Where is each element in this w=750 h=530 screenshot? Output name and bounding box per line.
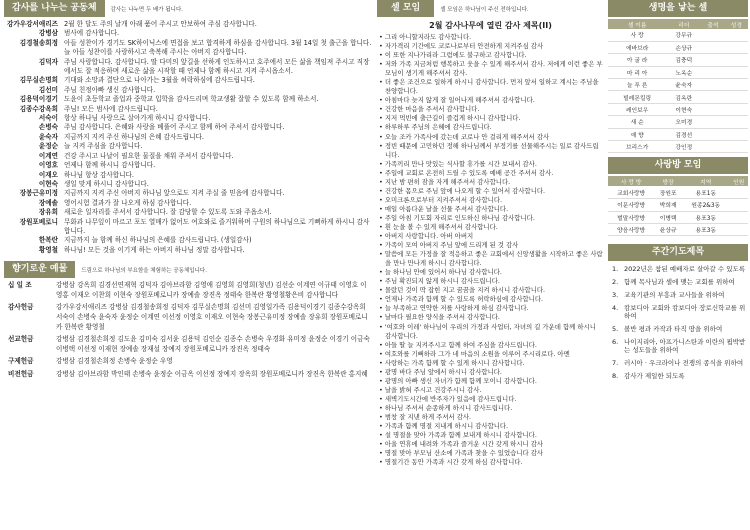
love_room-cell: 용포1동 — [682, 186, 729, 198]
life_cell-cell: 오미경 — [666, 116, 701, 128]
thanks-row — [4, 246, 372, 255]
cell-item-text: 늘 하나님 안에 있어서 하나님 감사합니다. — [384, 268, 502, 277]
thanks-name: 김종수강옥희 — [19, 104, 58, 113]
life_cell-header-cell: 셀 이름 — [608, 19, 666, 29]
middle-column — [377, 0, 604, 530]
thanks-message: 영어시험 결과가 잘 나오게 하심 감사합니다. — [64, 198, 192, 207]
life_cell-cell: 손상규 — [666, 41, 701, 53]
cell-item: • 건강한 몸으로 주님 앞에 나오게 할 수 있어서 감사합니다. — [379, 186, 546, 195]
thanks-name: 김덕자 — [38, 57, 58, 66]
life_cell-cell: 김경선 — [666, 128, 701, 140]
life_cell-cell — [701, 66, 724, 78]
thanks-note: 감사는 나누면 두 배가 됩니다. — [110, 6, 184, 13]
love_room-cell: 윤상규 — [654, 224, 682, 236]
life-cell-header-row — [608, 19, 748, 29]
cell-item: • 범창 잘 지낸 하게 주셔서 감사. — [379, 412, 472, 421]
thanks-name: 윤정순 — [38, 142, 58, 151]
life_cell-cell: 레인보우 — [608, 103, 666, 115]
thanks-name: 서숙이 — [38, 114, 58, 123]
thanks-title: 감사를 나누는 공동체 — [4, 0, 105, 17]
cell-item-text: 자가격리 기간에도 코로나로부터 안전하게 지켜주심 감사 — [384, 42, 544, 51]
life_cell-row — [608, 79, 748, 91]
offering-header — [4, 261, 372, 278]
love_room-cell: 원종2&3동 — [682, 199, 729, 211]
cell-item-text: 명절 맞아 부모님 산소에 가족과 찾을 수 있었습니다 감사 — [384, 449, 544, 458]
thanks-name: 이영호 — [38, 161, 58, 170]
thanks-row — [4, 208, 372, 217]
thanks-row — [4, 189, 372, 198]
thanks-row — [4, 180, 372, 189]
cell-item-text: 여호와를 기뻐하라 그가 네 마음의 소원을 이루어 주시리로다. 아멘 — [384, 349, 570, 358]
love_room-row — [608, 186, 748, 198]
prayer-number: 8. — [612, 371, 619, 380]
thanks-name: 손병숙 — [38, 123, 58, 132]
cell-item-text: 그리 아니할지라도 감사합니다. — [384, 33, 472, 41]
cell-item-text: 오미크론으로부터 지켜주셔서 감사합니다. — [384, 195, 503, 204]
prayer-number: 5. — [612, 324, 619, 333]
life_cell-cell — [725, 91, 748, 103]
thanks-message: 주님! 모든 범사에 감사드립니다. — [64, 104, 158, 113]
offering-row — [4, 303, 372, 332]
life_cell-cell: 이현숙 — [666, 103, 701, 115]
cell-item-text: 오늘 조카 가족사에 갔는데 코로나 안 걸리게 해주셔서 감사 — [384, 132, 550, 141]
cell-item: • 하루하루 주님의 은혜에 감사드립니다. — [379, 123, 492, 132]
life_cell-header-cell: 리더 — [666, 19, 701, 29]
thanks-row — [4, 86, 372, 95]
cell-item-text: 아울 연휴에 내려와 가족과 즐거운 시간 갖게 하시니 감사 — [384, 440, 544, 449]
offering-names: 강병삼 김아브라함 박인태 손병숙 윤정순 이금옥 이선정 장예지 장옥희 장원포베로니카 장진옥 한복란 홍지혜 — [56, 369, 368, 378]
offering-list — [4, 281, 372, 379]
cell-item: • 말씀에 모든 가정을 잘 적응하고 좋은 교회에서 신앙생활을 시작하고 좋은 사람을 만나 만나게 하시니 감사합니다. — [379, 250, 603, 268]
thanks-row — [4, 199, 372, 208]
cell-item-text: 언제나 가족과 함께 할 수 있도록 허락하심에 감사합니다. — [384, 295, 544, 304]
thanks-row — [4, 171, 372, 180]
cell-item: • 새벽기도시간에 반주자가 있음에 감사드립니다. — [379, 394, 517, 403]
cell-item-text: 정빈 때문에 고민하던 정해 하나님께서 부정기를 선물해주시는 일로 감사드립니다. — [384, 141, 599, 159]
thanks-name: 김무실손명희 — [19, 76, 58, 85]
life_cell-cell: 강무규 — [666, 29, 701, 41]
cell-item-text: 가족끼리 만나 맛있는 식사할 휴가를 시간 보내서 감사. — [384, 159, 537, 168]
love_room-header-cell: 인원 — [729, 176, 748, 186]
life_cell-cell: 아 굴 라 — [608, 54, 666, 66]
life_cell-row — [608, 128, 748, 140]
thanks-message: 무화과 나무잎이 마르고 포도 열매가 없어도 여호와로 즐거워하며 구원의 하나님으로 기뻐하게 하시니 감사합니다. — [64, 217, 370, 235]
prayer-item — [612, 359, 748, 368]
life_cell-cell — [725, 79, 748, 91]
cell-item: • 광명 바다 주님 앞에서 하시니 감사합니다. — [379, 367, 502, 376]
thanks-row — [4, 152, 372, 161]
love-room-table — [608, 176, 748, 236]
offering-names: 강병삼 김경철손희정 김도윤 김미숙 김서윤 김용덕 김인순 김종수 손병숙 우경화 유미정 윤정순 이경기 이금숙 이병택 이선정 이재현 장예솔 장재설 장예지 장원포베로니카 장진옥 정태숙 — [56, 335, 370, 353]
thanks-row — [4, 76, 372, 85]
cell-item-text: 광명 바다 주님 앞에서 하시니 감사합니다. — [384, 367, 502, 376]
life_cell-row — [608, 66, 748, 78]
cell-item-text: 늘 부족하고 연약한 저를 사랑하게 하심 감사합니다. — [384, 304, 529, 313]
prayer-list — [608, 265, 748, 380]
cell-item-text: 날마다 필요한 양식을 주셔서 감사합니다. — [384, 313, 500, 322]
thanks-message: 새로운 일자리를 주셔서 감사합니다. 잘 감당할 수 있도록 도와 주옵소서. — [64, 208, 272, 217]
prayer-item — [612, 304, 748, 321]
life_cell-cell — [725, 141, 748, 153]
thanks-row — [4, 39, 372, 58]
love_room-cell — [729, 224, 748, 236]
thanks-row — [4, 218, 372, 237]
cell-item: • 지난 밤 편히 잠을 자게 해주셔서 감사합니다. — [379, 177, 511, 186]
cell-item-text: 광명의 아빠 생신 자녀가 함께 함께 모이니 감사합니다. — [384, 376, 537, 385]
thanks-message: 건강 주시고 나날이 필요한 물질을 채워 주셔서 감사합니다. — [64, 151, 234, 160]
love-room-title: 사랑방 모임 — [608, 157, 748, 174]
life_cell-row — [608, 41, 748, 53]
cell-item: • 설 명절을 맞아 가족과 함께 보내게 하시니 감사합니다. — [379, 431, 537, 440]
thanks-name: 황영철 — [38, 245, 58, 254]
prayer-number: 2. — [612, 278, 619, 287]
thanks-message: 늘 지켜 주심을 감사합니다. — [64, 142, 143, 151]
life_cell-cell — [725, 29, 748, 41]
life_cell-row — [608, 91, 748, 103]
offering-note: 드림으로 하나님의 부요함을 체험하는 공동체입니다. — [81, 267, 207, 274]
cell-item-text: 저와 가족 지금처럼 행복하고 웃을 수 있게 해주셔서 감사. 저에게 이런 좋은 부모님이 생기게 해주셔서 감사. — [384, 60, 603, 78]
cell-item-text: 명절기간 동안 가족과 시간 갖게 하심 감사합니다. — [384, 458, 523, 467]
cell-item-text: 더 좋은 조건으로 일하게 하시니 감사합니다. 먼저 앞서 일하고 계시는 주님을 찬양합니다. — [384, 78, 599, 96]
cell-item-text: 주일 아침 기도회 자리로 인도하신 하나님 감사합니다. — [384, 213, 535, 222]
offering-row — [4, 370, 372, 380]
love_room-header-cell: 사 랑 방 — [608, 176, 654, 186]
cell-item: • 주일 아침 기도회 자리로 인도하신 하나님 감사합니다. — [379, 213, 535, 222]
cell-item: • '여호와 이레' 하나님이 우리의 가정과 사업터, 자녀의 길 가운데 함께 하시니 감사합니다. — [379, 322, 596, 340]
cell-item-text: 건강한 몸으로 주님 앞에 나오게 할 수 있어서 감사합니다. — [384, 186, 546, 195]
thanks-row — [4, 29, 372, 38]
thanks-row — [4, 161, 372, 170]
thanks-message: 주님 친정아빠 생신 감사합니다. — [64, 85, 156, 94]
cell-item-text: 이 또한 지나가리라 그럼에도 불구하고 감사합니다. — [384, 51, 527, 60]
love_room-row — [608, 199, 748, 211]
thanks-message: 주님 사랑합니다. 감사합니다. 딸 다미의 앞길을 선하게 인도하시고 호주에서 모든 삶을 책임져 주시고 직장에서도 잘 적응하며 새로운 삶을 시작할 때 언제나 함께 하시고 지켜 주시옵소서. — [64, 57, 370, 76]
thanks-message: 지금까지 지켜 주신 아버지 하나님 앞으로도 지켜 주실 줄 믿음에 감사합니다. — [64, 189, 285, 198]
life_cell-cell — [725, 103, 748, 115]
prayer-item — [612, 278, 748, 287]
life_cell-cell: 김옥란 — [666, 91, 701, 103]
prayer-item — [612, 338, 748, 355]
life_cell-cell — [701, 116, 724, 128]
offering-category: 십 일 조 — [8, 281, 32, 290]
love_room-cell: 이병택 — [654, 211, 682, 223]
love_room-cell: 교회사랑방 — [608, 186, 654, 198]
cell-item: • 늘 하나님 안에 있어서 하나님 감사합니다. — [379, 268, 502, 277]
thanks-name: 장원포베로니 — [19, 217, 58, 226]
love-room-header-row — [608, 176, 748, 186]
life_cell-cell — [701, 128, 724, 140]
prayer-text: 볼반 평과 카작과 타직 땅을 위하여 — [624, 324, 723, 333]
life_cell-cell: 윤숙자 — [666, 79, 701, 91]
cell-item: • 아침마다 늦지 않게 잘 일어나게 해주셔서 감사합니다. — [379, 96, 535, 105]
life_cell-cell: 사 랑 — [608, 29, 666, 41]
offering-names: 강병삼 강옥희 김경선연재혁 김덕자 김아브라함 김영애 김영희 김영희(청년) 김선순 이계연 이규태 이영호 이영홍 이재오 이찬희 이현숙 장원포베로니카 장예솔 장진옥 정태숙 한복란 황영철황은비 감사합니다 — [56, 281, 367, 299]
cell-item: • 주님 확진되지 않게 하시니 감사드립니다. — [379, 277, 500, 286]
thanks-name: 장봉근유미정 — [19, 189, 58, 198]
prayer-text: 함께 목사님과 셀에 맺는 교회를 위하여 — [624, 278, 735, 287]
life_cell-cell — [701, 29, 724, 41]
life_cell-row — [608, 29, 748, 41]
offering-row — [4, 357, 372, 367]
thanks-message: 2월 한 달도 주의 날개 아래 품어 주시고 안보하여 주심 감사합니다. — [64, 20, 257, 28]
thanks-row — [4, 142, 372, 151]
thanks-name: 이재오 — [38, 170, 58, 179]
thanks-message: 지금까지 지켜 주신 하나님의 은혜 감사드립니다. — [64, 132, 204, 141]
cell-item: • 언제나 가족과 함께 할 수 있도록 허락하심에 감사합니다. — [379, 295, 544, 304]
cell-item: • 여호와를 기뻐하라 그가 네 마음의 소원을 이루어 주시리로다. 아멘 — [379, 349, 570, 358]
love_room-cell: 용포3동 — [682, 224, 729, 236]
thanks-message: 기대와 소망과 결단으로 나아가는 3월을 허락하심에 감사드립니다. — [64, 76, 255, 85]
life_cell-header-cell: 출석 — [701, 19, 724, 29]
cell-item-text: 아들 딸 늘 지켜주시고 함께 하여 주심을 감사드립니다. — [384, 340, 537, 349]
thanks-message: 하나님 항상 감사합니다. — [64, 170, 134, 179]
cell-item: • 명절 맞아 부모님 산소에 가족과 찾을 수 있었습니다 감사 — [379, 449, 544, 458]
cell-item-text: 말씀에 모든 가정을 잘 적응하고 좋은 교회에서 신앙생활을 시작하고 좋은 사람을 만나 만나게 하시니 감사합니다. — [384, 250, 603, 268]
life_cell-cell — [701, 41, 724, 53]
prayer-text: 2022년은 참된 예배자로 살아갈 수 있도록 — [624, 265, 746, 274]
thanks-name: 이계연 — [38, 151, 58, 160]
love_room-row — [608, 211, 748, 223]
offering-row — [4, 281, 372, 300]
cell-item: • 정빈 때문에 고민하던 정해 하나님께서 부정기를 선물해주시는 일로 감사드립니다. — [379, 141, 599, 159]
cell-item: • 하나님 주셔서 순종하게 하시니 감사드립니다. — [379, 403, 513, 412]
prayer-number: 6. — [612, 337, 619, 346]
life_cell-cell: 빌레몬킬링 — [608, 91, 666, 103]
cell-item: • 흰 눈을 볼 수 있게 해주셔서 감사합니다. — [379, 222, 498, 231]
offering-category: 선교헌금 — [8, 335, 34, 344]
cell-subtitle: 2월 감사나무에 열린 감사 제목(II) — [429, 21, 552, 30]
cell-item-text: 매일 아름다운 날을 선물 주셔서 감사합니다. — [384, 204, 509, 213]
thanks-message: 범사에 감사합니다. — [64, 29, 120, 38]
thanks-row — [4, 133, 372, 142]
cell-note: 셀 모임은 하나님이 주신 전하입니다. — [440, 6, 529, 13]
life-cell-table — [608, 19, 748, 153]
thanks-name: 윤숙자 — [38, 132, 58, 141]
thanks-name: 김용덕이경기 — [19, 95, 58, 104]
life_cell-row — [608, 116, 748, 128]
cell-item-text: '여호와 이레' 하나님이 우리의 가정과 사업터, 자녀의 길 가운데 함께 하시니 감사합니다. — [384, 322, 596, 340]
life_cell-cell: 예 향 — [608, 128, 666, 140]
cell-item-text: 지저 먹빈에 출근길이 즐겁게 하시니 감사합니다. — [384, 114, 521, 123]
prayer-item — [612, 325, 748, 334]
prayer-number: 4. — [612, 303, 619, 312]
offering-category: 감사헌금 — [8, 303, 34, 312]
life_cell-cell: 에바브라 — [608, 41, 666, 53]
thanks-message: 지금까지 늘 함께 하신 하나님의 은혜를 감사드립니다. (생일감사) — [64, 236, 252, 245]
thanks-row — [4, 20, 372, 29]
cell-item: • 늘 부족하고 연약한 저를 사랑하게 하심 감사합니다. — [379, 304, 529, 313]
cell-item: • 가족이 모여 아버지 주님 앞에 드리게 된 것 감사 — [379, 241, 519, 250]
cell-item: • 더 좋은 조건으로 일하게 하시니 감사합니다. 먼저 앞서 일하고 계시는 주님을 찬양합니다. — [379, 78, 599, 96]
thanks-name: 이현숙 — [38, 179, 58, 188]
thanks-name: 장예솔 — [38, 198, 58, 207]
life_cell-header-cell: 성경 — [725, 19, 748, 29]
love_room-cell: 벌말사랑방 — [608, 211, 654, 223]
life_cell-cell — [701, 91, 724, 103]
love_room-cell — [729, 199, 748, 211]
cell-item-text: 주님 확진되지 않게 하시니 감사드립니다. — [384, 277, 500, 286]
thanks-message: 주님 감사합니다. 은혜와 사랑을 베풀어 주시고 함께 하여 주셔서 감사합니다. — [64, 123, 285, 132]
cell-item-text: 가족과 함께 명절 지내게 하시니 감사합니다. — [384, 422, 509, 431]
life_cell-cell — [725, 116, 748, 128]
love_room-cell — [729, 186, 748, 198]
cell-item-text: 흰 눈을 볼 수 있게 해주셔서 감사합니다. — [384, 222, 498, 231]
life_cell-cell — [701, 79, 724, 91]
love_room-cell — [729, 211, 748, 223]
prayer-number: 1. — [612, 265, 619, 274]
thanks-row — [4, 95, 372, 104]
love_room-cell: 장원포 — [654, 186, 682, 198]
cell-item: • 사랑하는 가족 함께 할 수 있게 하시니 감사합니다. — [379, 358, 525, 367]
prayer-text: 나이지리아, 아프가니스탄과 이란의 핍박받는 성도들을 위하여 — [624, 337, 746, 355]
cell-item-text: 아버지 사랑합니다. 아버 아버지 — [384, 232, 474, 241]
life_cell-cell — [701, 54, 724, 66]
thanks-name: 장유희 — [38, 208, 58, 217]
prayer-number: 3. — [612, 290, 619, 299]
cell-item: • 건강한 마음을 주셔서 감사합니다. — [379, 105, 480, 114]
cell-header — [377, 0, 604, 17]
cell-item: • 몰랐던 것이 딱 잡힌 지고 꿈꿈을 지켜 하시니 감사합니다. — [379, 286, 546, 295]
cell-item: • 오미크론으로부터 지켜주셔서 감사합니다. — [379, 195, 503, 204]
thanks-row — [4, 236, 372, 245]
love_room-cell: 이문사랑방 — [608, 199, 654, 211]
life_cell-cell: 새 순 — [608, 116, 666, 128]
thanks-message: 아들 성찬이가 경기도 SK하이닉스에 면접을 보고 합격하게 하심을 감사합니다. 3월 14일 첫 출근을 합니다. 늘 아들 성찬이를 사랑하시고 축복해 주시는 아버지 감사합니다. — [64, 38, 372, 57]
cell-item-text: 지난 밤 편히 잠을 자게 해주셔서 감사합니다. — [384, 177, 511, 186]
thanks-header — [4, 0, 372, 17]
love_room-cell: 용포3동 — [682, 211, 729, 223]
cell-item: • 이 또한 지나가리라 그럼에도 불구하고 감사합니다. — [379, 51, 527, 60]
thanks-row — [4, 58, 372, 77]
thanks-message: 하나님! 모든 것을 이기게 하는 아버지 하나님 정말 감사합니다. — [64, 245, 245, 254]
cell-item: • 지저 먹빈에 출근길이 즐겁게 하시니 감사합니다. — [379, 114, 521, 123]
cell-item: • 날마다 필요한 양식을 주셔서 감사합니다. — [379, 313, 500, 322]
offering-names: 강병삼 김경철손희정 손병숙 윤정순 우영 — [56, 357, 173, 366]
offering-category: 구제헌금 — [8, 357, 34, 366]
life-cell-title: 생명을 낳는 셀 — [608, 0, 748, 17]
prayer-item — [612, 291, 748, 300]
cell-item-text: 건강한 마음을 주셔서 감사합니다. — [384, 105, 480, 114]
love-room-body — [608, 186, 748, 236]
cell-item-text: 범창 잘 지낸 하게 주셔서 감사. — [384, 412, 472, 421]
cell-item-text: 주일에 교회로 온전히 드릴 수 있도록 예배 공간 주셔서 감사. — [384, 168, 554, 177]
cell-item-text: 하나님 주셔서 순종하게 하시니 감사드립니다. — [384, 403, 513, 412]
life_cell-cell: 강인정 — [666, 141, 701, 153]
life_cell-cell — [725, 54, 748, 66]
cell-item-text: 몰랐던 것이 딱 잡힌 지고 꿈꿈을 지켜 하시니 감사합니다. — [384, 286, 546, 295]
life_cell-row — [608, 54, 748, 66]
thanks-message: 언제나 함께 하시니 감사합니다. — [64, 161, 156, 170]
cell-item: • 가족과 함께 명절 지내게 하시니 감사합니다. — [379, 422, 509, 431]
life_cell-cell — [701, 141, 724, 153]
offering-title: 향기로운 예물 — [4, 261, 75, 278]
prayer-title: 주간기도제목 — [608, 244, 748, 261]
cell-item-text: 아침마다 늦지 않게 잘 일어나게 해주셔서 감사합니다. — [384, 96, 535, 105]
life_cell-row — [608, 141, 748, 153]
cell-item-text: 설 명절을 맞아 가족과 함께 보내게 하시니 감사합니다. — [384, 431, 537, 440]
life_cell-cell — [725, 41, 748, 53]
life_cell-cell — [725, 66, 748, 78]
thanks-name: 김선미 — [38, 85, 58, 94]
cell-item: • 가족끼리 만나 맛있는 식사할 휴가를 시간 보내서 감사. — [379, 159, 537, 168]
life-cell-body — [608, 29, 748, 153]
cell-item: • 저와 가족 지금처럼 행복하고 웃을 수 있게 해주셔서 감사. 저에게 이런 좋은 부모님이 생기게 해주셔서 감사. — [379, 60, 603, 78]
cell-item: • 아울 연휴에 내려와 가족과 즐거운 시간 갖게 하시니 감사 — [379, 440, 544, 449]
cell-item: • 명절기간 동안 가족과 시간 갖게 하심 감사합니다. — [379, 458, 523, 467]
prayer-text: 교육기관의 부흥과 교사들을 위하여 — [624, 290, 725, 299]
prayer-text: 감사가 제일한 되도록 — [624, 371, 685, 380]
thanks-row — [4, 105, 372, 114]
love_room-cell: 양음사랑방 — [608, 224, 654, 236]
thanks-name: 한복란 — [38, 236, 58, 245]
cell-item: • 자가격리 기간에도 코로나로부터 안전하게 지켜주심 감사 — [379, 42, 544, 51]
offering-names: 강가우강서애리즈 강병삼 김경철송희정 김덕자 김무실손명희 김선미 김영일가족 김용덕이경기 김종수강옥희 서숙이 손병숙 윤숙자 윤정순 이계연 이선정 이영호 이재오 이현숙 장봉근유미정 장예솔 장유희 장원포베로니카 한복란 황영철 — [56, 303, 368, 331]
thanks-message: 도윤이 초등학교 졸업과 중학교 입학을 감사드리며 학교생활 잘할 수 있도록 함께 하소서. — [64, 95, 319, 104]
offering-category: 비전헌금 — [8, 369, 34, 378]
offering-row — [4, 335, 372, 354]
cell-title: 셀 모임 — [377, 0, 434, 17]
cell-item: • 그리 아니할지라도 감사합니다. — [379, 33, 472, 41]
cell-item: • 아버지 사랑합니다. 아버 아버지 — [379, 232, 474, 241]
thanks-name: 강병삼 — [38, 29, 58, 38]
prayer-item — [612, 265, 748, 274]
thanks-message: 생일 맞게 하시니 감사합니다. — [64, 179, 149, 188]
prayer-number: 7. — [612, 359, 619, 368]
cell-item-text: 하루하루 주님의 은혜에 감사드립니다. — [384, 123, 492, 132]
love_room-cell: 박희재 — [654, 199, 682, 211]
left-column — [4, 0, 372, 530]
life_cell-row — [608, 103, 748, 115]
cell-item-text: 새벽기도시간에 반주자가 있음에 감사드립니다. — [384, 394, 517, 403]
life_cell-cell: 김충덕 — [666, 54, 701, 66]
thanks-list — [4, 20, 372, 255]
cell-item: • 주일에 교회로 온전히 드릴 수 있도록 예배 공간 주셔서 감사. — [379, 168, 554, 177]
cell-item: • 광명의 아빠 생신 자녀가 함께 함께 모이니 감사합니다. — [379, 376, 537, 385]
life_cell-cell: 브리스가 — [608, 141, 666, 153]
love_room-header-cell: 지역 — [682, 176, 729, 186]
cell-item-text: 가족이 모여 아버지 주님 앞에 드리게 된 것 감사 — [384, 241, 519, 250]
prayer-text: 캄보디아 교회와 캄보디아 장로신학교를 위하여 — [624, 303, 746, 321]
thanks-row — [4, 123, 372, 132]
cell-item-text: 사랑하는 가족 함께 할 수 있게 하시니 감사합니다. — [384, 358, 525, 367]
prayer-item — [612, 372, 748, 381]
right-column — [608, 0, 748, 530]
life_cell-cell — [725, 128, 748, 140]
cell-item: • 날을 밝혀 주시고 건강주시니 감사. — [379, 385, 482, 394]
prayer-text: 러시아 · 우크라이나 전쟁의 종식을 위하여 — [624, 359, 744, 368]
cell-item: • 매일 아름다운 날을 선물 주셔서 감사합니다. — [379, 204, 509, 213]
life_cell-cell — [701, 103, 724, 115]
life_cell-cell: 노옥순 — [666, 66, 701, 78]
life_cell-cell: 늘 푸 른 — [608, 79, 666, 91]
thanks-message: 항상 하나님 사랑으로 살아가게 하시니 감사합니다. — [64, 114, 211, 123]
cell-item-text: 날을 밝혀 주시고 건강주시니 감사. — [384, 385, 482, 394]
love_room-header-cell: 방장 — [654, 176, 682, 186]
cell-item: • 오늘 조카 가족사에 갔는데 코로나 안 걸리게 해주셔서 감사 — [379, 132, 550, 141]
life_cell-cell: 마 리 아 — [608, 66, 666, 78]
cell-item: • 아들 딸 늘 지켜주시고 함께 하여 주심을 감사드립니다. — [379, 340, 537, 349]
thanks-name: 강가우강서애리즈 — [7, 20, 58, 28]
love_room-row — [608, 224, 748, 236]
thanks-name: 김경철송희정 — [19, 38, 58, 47]
cell-list — [377, 33, 604, 467]
